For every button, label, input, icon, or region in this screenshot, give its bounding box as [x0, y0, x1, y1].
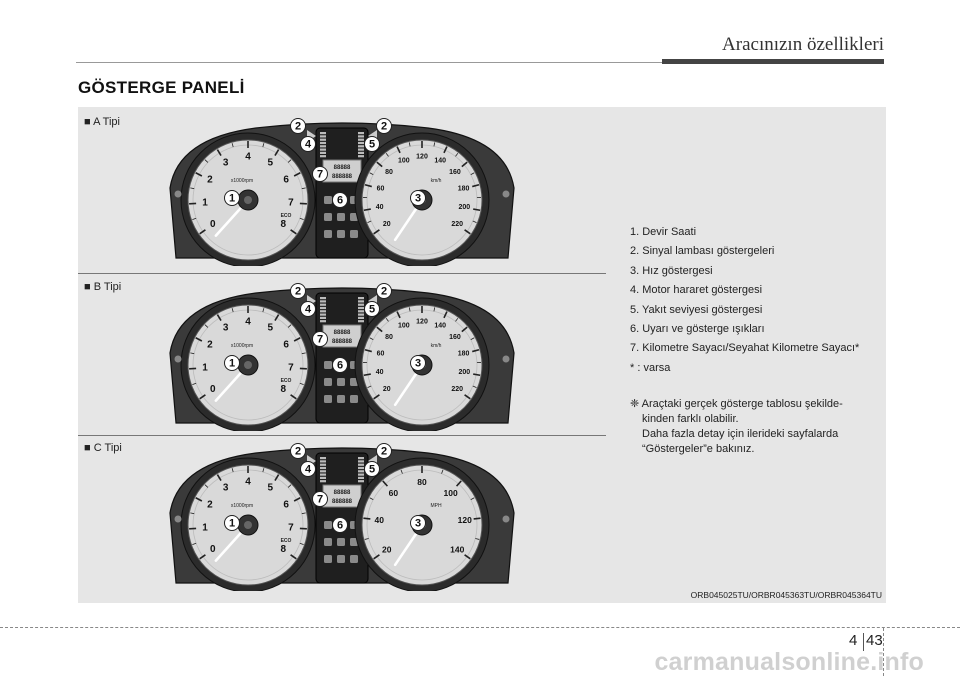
callout-number: 2: [380, 445, 388, 458]
fuel-gauge-segment: [358, 477, 364, 479]
dial-tick-label: 5: [267, 322, 274, 334]
section-title: GÖSTERGE PANELİ: [78, 78, 245, 97]
dial-tick-label: 6: [283, 174, 289, 186]
dial-tick-label: 140: [450, 544, 465, 555]
dial-tick-label: 80: [385, 333, 393, 341]
callout-number: 6: [336, 359, 344, 372]
callout-number: 4: [304, 463, 312, 476]
fuel-gauge-segment: [358, 152, 364, 154]
temp-gauge-segment: [320, 149, 326, 151]
dial-tick-label: 1: [202, 522, 208, 534]
legend-item: 5. Yakıt seviyesi göstergesi: [630, 303, 763, 316]
fuel-gauge-segment: [358, 467, 364, 469]
dial-tick-label: 160: [449, 168, 461, 176]
reset-button-icon: [503, 516, 510, 523]
warning-indicator-icon: [324, 196, 332, 204]
warning-indicator-icon: [350, 230, 358, 238]
warning-indicator-icon: [324, 213, 332, 221]
dial-tick-label: 120: [416, 318, 428, 326]
dial-tick-label: 40: [375, 203, 384, 211]
fuel-gauge-segment: [358, 142, 364, 144]
temp-gauge-segment: [320, 480, 326, 482]
temp-gauge-segment: [320, 297, 326, 299]
cluster-b: [166, 283, 518, 431]
temp-gauge-segment: [320, 457, 326, 459]
dial-tick-label: 200: [458, 203, 471, 211]
odometer-digits: 88888: [333, 165, 351, 171]
warning-indicator-icon: [337, 555, 345, 563]
fuel-gauge-segment: [358, 464, 364, 466]
fuel-gauge-segment: [358, 135, 364, 137]
dial-unit: MPH: [430, 503, 442, 509]
warning-indicator-icon: [337, 230, 345, 238]
temp-gauge-segment: [320, 314, 326, 316]
separator-b-c: [78, 435, 606, 436]
callout-number: 5: [368, 303, 376, 316]
eco-label: ECO: [280, 213, 292, 219]
type-c-label: ■ C Tipi: [84, 442, 122, 454]
dial-tick-label: 3: [222, 157, 229, 169]
needle-hub-cap: [244, 521, 252, 529]
dial-tick-label: 0: [209, 384, 216, 396]
temp-gauge-segment: [320, 320, 326, 322]
dial-tick-label: 200: [458, 368, 471, 376]
odometer-digits: 888888: [331, 174, 353, 180]
fuel-gauge-segment: [358, 480, 364, 482]
dial-tick-label: 60: [376, 350, 385, 358]
odometer-digits: 888888: [331, 499, 353, 505]
dial-tick: [474, 518, 481, 519]
callout-number: 2: [380, 120, 388, 133]
fuel-gauge-segment: [358, 304, 364, 306]
callout-number: 2: [380, 285, 388, 298]
callout-number: 7: [316, 493, 324, 506]
callout-number: 3: [414, 192, 422, 205]
fuel-gauge-segment: [358, 149, 364, 151]
warning-indicator-icon: [324, 555, 332, 563]
trip-button-icon: [175, 191, 182, 198]
dial-tick-label: 2: [207, 339, 213, 351]
dial-tick-label: 20: [382, 386, 391, 394]
dial-tick-label: 2: [207, 499, 213, 511]
dial-tick-label: 7: [288, 522, 294, 534]
trip-button-icon: [175, 356, 182, 363]
callout-number: 7: [316, 168, 324, 181]
warning-indicator-icon: [337, 378, 345, 386]
temp-gauge-segment: [320, 310, 326, 312]
fuel-gauge-segment: [358, 307, 364, 309]
temp-gauge-segment: [320, 464, 326, 466]
cluster-a: [166, 118, 518, 266]
callout-number: 4: [304, 303, 312, 316]
dial-tick-label: 6: [283, 499, 289, 511]
needle-hub-cap: [244, 361, 252, 369]
temp-gauge-segment: [320, 307, 326, 309]
needle-hub-cap: [244, 196, 252, 204]
cluster-drawing: [166, 118, 518, 266]
warning-indicator-icon: [324, 361, 332, 369]
legend-item: 1. Devir Saati: [630, 226, 697, 238]
temp-gauge-segment: [320, 142, 326, 144]
callout-number: 4: [304, 138, 312, 151]
callout-number: 1: [228, 357, 236, 370]
temp-gauge-segment: [320, 470, 326, 472]
watermark: carmanualsonline.info: [654, 648, 924, 676]
image-code: ORB045025TU/ORBR045363TU/ORBR045364TU: [690, 590, 882, 600]
dial-tick-label: 4: [245, 476, 251, 488]
dial-tick-label: 180: [457, 350, 470, 358]
dial-tick-label: 80: [385, 168, 393, 176]
dial-tick-label: 8: [280, 384, 287, 396]
temp-gauge-segment: [320, 317, 326, 319]
dial-tick-label: 160: [449, 333, 461, 341]
eco-label: ECO: [280, 538, 292, 544]
dial-tick-label: 220: [451, 221, 464, 229]
dial-tick-label: 4: [245, 151, 251, 163]
dial-tick-label: 4: [245, 316, 251, 328]
dial-tick-label: 60: [388, 487, 399, 498]
warning-indicator-icon: [324, 395, 332, 403]
dial-tick-label: 140: [434, 322, 447, 330]
separator-a-b: [78, 273, 606, 274]
dial-tick-label: 120: [416, 153, 428, 161]
callout-number: 6: [336, 194, 344, 207]
warning-indicator-icon: [324, 521, 332, 529]
fuel-gauge-segment: [358, 317, 364, 319]
trip-button-icon: [175, 516, 182, 523]
note-line: Daha fazla detay için ilerideki sayfalarda: [642, 427, 839, 440]
callout-number: 1: [228, 192, 236, 205]
fuel-gauge-segment: [358, 314, 364, 316]
dial-tick-label: 60: [376, 185, 385, 193]
dial-tick-label: 120: [457, 515, 472, 526]
dial-unit: km/h: [430, 343, 442, 349]
dial-tick-label: 8: [280, 544, 287, 556]
fuel-gauge-segment: [358, 300, 364, 302]
odometer-digits: 88888: [333, 490, 351, 496]
legend-item: 4. Motor hararet göstergesi: [630, 284, 763, 297]
dial-tick-label: 20: [382, 221, 391, 229]
callout-number: 3: [414, 357, 422, 370]
callout-number: 2: [294, 285, 302, 298]
fuel-gauge-segment: [358, 139, 364, 141]
note-line: ❈ Araçtaki gerçek gösterge tablosu şekilde-: [630, 397, 843, 410]
cluster-drawing: [166, 443, 518, 591]
note-line: “Göstergeler”e bakınız.: [642, 442, 755, 455]
legend-footnote: * : varsa: [630, 362, 671, 375]
dial-tick-label: 3: [222, 482, 229, 494]
type-b-label: ■ B Tipi: [84, 281, 122, 293]
legend-item: 7. Kilometre Sayacı/Seyahat Kilometre Sayacı*: [630, 342, 860, 355]
cluster-group: [170, 284, 514, 432]
dial-tick-label: 3: [222, 322, 229, 334]
temp-gauge-segment: [320, 132, 326, 134]
fuel-gauge-segment: [358, 132, 364, 134]
dial-tick-label: 40: [374, 515, 385, 526]
page-number: 43: [866, 632, 883, 649]
eco-label: ECO: [280, 378, 292, 384]
callout-number: 2: [294, 445, 302, 458]
fuel-gauge-segment: [358, 320, 364, 322]
temp-gauge-segment: [320, 155, 326, 157]
dial-tick-label: 0: [209, 219, 216, 231]
temp-gauge-segment: [320, 139, 326, 141]
dial-tick-label: 8: [280, 219, 287, 231]
fuel-gauge-segment: [358, 145, 364, 147]
cluster-c: [166, 443, 518, 591]
callout-number: 1: [228, 517, 236, 530]
dial-tick-label: 100: [397, 157, 410, 165]
reset-button-icon: [503, 191, 510, 198]
fuel-gauge-segment: [358, 460, 364, 462]
temp-gauge-segment: [320, 474, 326, 476]
dial-tick-label: 0: [209, 544, 216, 556]
dial-tick-label: 6: [283, 339, 289, 351]
fuel-gauge-segment: [358, 155, 364, 157]
warning-indicator-icon: [337, 538, 345, 546]
dial-tick-label: 5: [267, 157, 274, 169]
fuel-gauge-segment: [358, 470, 364, 472]
footer-rule: [0, 627, 960, 628]
dial-unit: km/h: [430, 178, 442, 184]
callout-number: 3: [414, 517, 422, 530]
chapter-title: Aracınızın özellikleri: [722, 34, 884, 55]
legend-item: 6. Uyarı ve gösterge ışıkları: [630, 323, 765, 336]
dial-unit: x1000rpm: [230, 503, 254, 509]
dial-tick-label: 180: [457, 185, 470, 193]
header-bar: [662, 59, 884, 64]
warning-indicator-icon: [324, 230, 332, 238]
dial-unit: x1000rpm: [230, 178, 254, 184]
fuel-gauge-segment: [358, 310, 364, 312]
dial-tick-label: 5: [267, 482, 274, 494]
dial-tick-label: 220: [451, 386, 464, 394]
odometer-digits: 88888: [333, 330, 351, 336]
temp-gauge-segment: [320, 304, 326, 306]
callout-number: 5: [368, 463, 376, 476]
cluster-group: [170, 444, 514, 592]
legend-item: 2. Sinyal lambası göstergeleri: [630, 245, 775, 258]
dial-tick-label: 7: [288, 362, 294, 374]
fuel-gauge-segment: [358, 474, 364, 476]
warning-indicator-icon: [324, 538, 332, 546]
cluster-drawing: [166, 283, 518, 431]
legend-note: [630, 397, 880, 457]
reset-button-icon: [503, 356, 510, 363]
callout-number: 2: [294, 120, 302, 133]
dial-tick-label: 20: [382, 544, 392, 555]
callout-number: 7: [316, 333, 324, 346]
note-line: kinden farklı olabilir.: [642, 412, 739, 425]
temp-gauge-segment: [320, 152, 326, 154]
callout-number: 5: [368, 138, 376, 151]
legend: [630, 223, 880, 457]
dial-tick-label: 40: [375, 368, 384, 376]
dial-tick-label: 80: [417, 477, 427, 487]
dial-unit: x1000rpm: [230, 343, 254, 349]
dial-tick-label: 100: [397, 322, 410, 330]
temp-gauge-segment: [320, 467, 326, 469]
dial-tick-label: 140: [434, 157, 447, 165]
fuel-gauge-segment: [358, 457, 364, 459]
warning-indicator-icon: [350, 395, 358, 403]
tachometer: [181, 458, 315, 591]
dial-tick-label: 1: [202, 362, 208, 374]
temp-gauge-segment: [320, 135, 326, 137]
dial-tick-label: 7: [288, 197, 294, 209]
fuel-gauge-segment: [358, 297, 364, 299]
tachometer: [181, 133, 315, 266]
warning-indicator-icon: [337, 395, 345, 403]
dial-tick-label: 2: [207, 174, 213, 186]
warning-indicator-icon: [324, 378, 332, 386]
warning-indicator-icon: [350, 555, 358, 563]
page-chapter: 4: [849, 632, 858, 649]
temp-gauge-segment: [320, 460, 326, 462]
temp-gauge-segment: [320, 477, 326, 479]
dial-tick-label: 1: [202, 197, 208, 209]
dial-tick: [363, 518, 370, 519]
dial-tick-label: 100: [443, 487, 458, 498]
cluster-group: [170, 119, 514, 267]
odometer-digits: 888888: [331, 339, 353, 345]
legend-item: 3. Hız göstergesi: [630, 264, 713, 277]
temp-gauge-segment: [320, 145, 326, 147]
tachometer: [181, 298, 315, 431]
temp-gauge-segment: [320, 300, 326, 302]
type-a-label: ■ A Tipi: [84, 116, 120, 128]
callout-number: 6: [336, 519, 344, 532]
warning-indicator-icon: [337, 213, 345, 221]
